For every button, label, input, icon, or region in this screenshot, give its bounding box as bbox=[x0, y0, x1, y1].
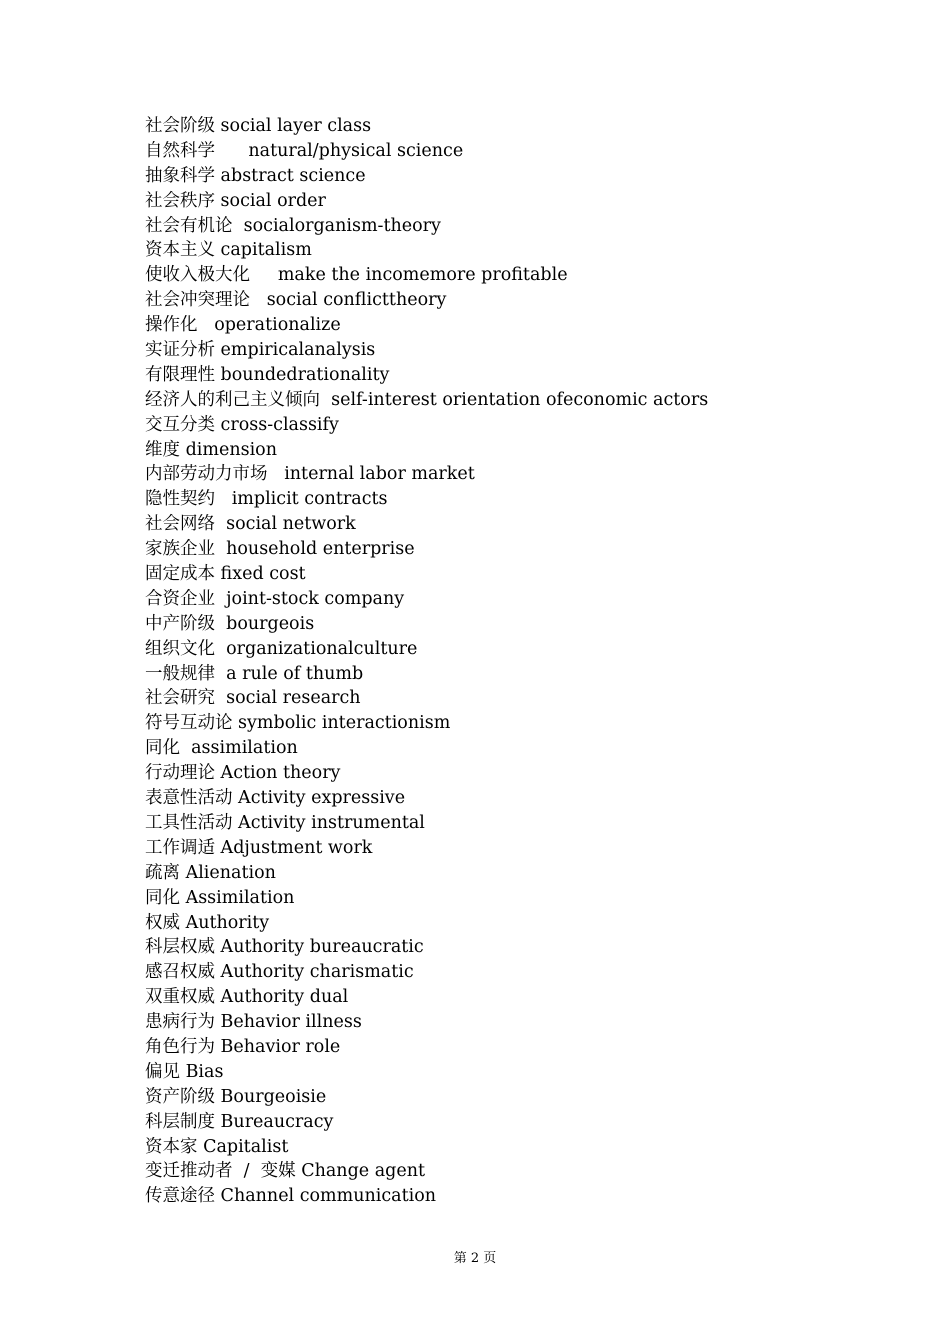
glossary-entry: 隐性契约 implicit contracts bbox=[145, 489, 388, 510]
glossary-entry: 双重权威 Authority dual bbox=[145, 987, 349, 1008]
glossary-entry: 实证分析 empiricalanalysis bbox=[145, 340, 376, 361]
glossary-entry: 有限理性 boundedrationality bbox=[145, 364, 390, 385]
glossary-entry: 同化 Assimilation bbox=[145, 887, 295, 908]
glossary-entry: 自然科学 natural/physical science bbox=[145, 140, 464, 161]
glossary-entry: 合资企业 joint-stock company bbox=[145, 588, 405, 609]
glossary-entry: 工具性活动 Activity instrumental bbox=[145, 812, 425, 833]
glossary-entry: 经济人的利己主义倾向 self-interest orientation ofeconomic actors bbox=[145, 389, 709, 410]
glossary-entry: 维度 dimension bbox=[145, 439, 277, 460]
glossary-entry: 资本家 Capitalist bbox=[145, 1136, 289, 1157]
page-number: 第 2 页 bbox=[453, 1251, 497, 1266]
glossary-entry: 社会有机论 socialorganism-theory bbox=[145, 215, 441, 236]
glossary-entry: 一般规律 a rule of thumb bbox=[145, 663, 364, 684]
glossary-entry: 组织文化 organizationalculture bbox=[145, 638, 418, 659]
glossary-entry: 角色行为 Behavior role bbox=[145, 1036, 341, 1057]
glossary-entry: 变迁推动者 / 变媒 Change agent bbox=[145, 1161, 425, 1182]
glossary-entry: 固定成本 fixed cost bbox=[145, 564, 306, 585]
glossary-entry: 中产阶级 bourgeois bbox=[145, 613, 315, 634]
glossary-entry: 表意性活动 Activity expressive bbox=[145, 788, 406, 809]
glossary-entry: 社会秩序 social order bbox=[145, 190, 326, 211]
glossary-entry: 权威 Authority bbox=[145, 912, 270, 933]
glossary-entry: 传意途径 Channel communication bbox=[145, 1186, 437, 1207]
glossary-entry: 使收入极大化 make the incomemore profitable bbox=[145, 265, 568, 286]
glossary-entry: 疏离 Alienation bbox=[145, 862, 276, 883]
glossary-entry: 患病行为 Behavior illness bbox=[145, 1012, 362, 1033]
glossary-entry: 家族企业 household enterprise bbox=[145, 539, 415, 560]
glossary-entry: 符号互动论 symbolic interactionism bbox=[145, 713, 451, 734]
glossary-entry: 社会阶级 social layer class bbox=[145, 116, 372, 136]
glossary-entry: 资产阶级 Bourgeoisie bbox=[145, 1086, 327, 1107]
glossary-entry: 行动理论 Action theory bbox=[145, 763, 341, 784]
glossary-entry: 同化 assimilation bbox=[145, 738, 298, 759]
glossary-entry: 操作化 operationalize bbox=[145, 315, 341, 336]
glossary-entry: 社会网络 social network bbox=[145, 514, 356, 535]
glossary-entry: 偏见 Bias bbox=[145, 1061, 224, 1082]
glossary-entry: 感召权威 Authority charismatic bbox=[145, 962, 414, 983]
glossary-entry: 社会研究 social research bbox=[145, 688, 361, 709]
glossary-entry: 内部劳动力市场 internal labor market bbox=[145, 464, 475, 485]
glossary-entry: 社会冲突理论 social conflicttheory bbox=[145, 290, 447, 311]
glossary-entry: 交互分类 cross-classify bbox=[145, 414, 339, 435]
glossary-entry: 资本主义 capitalism bbox=[145, 240, 312, 261]
glossary-entry: 抽象科学 abstract science bbox=[145, 165, 366, 186]
glossary-entry: 科层制度 Bureaucracy bbox=[145, 1111, 334, 1132]
glossary-list bbox=[145, 114, 708, 1209]
glossary-entry: 工作调适 Adjustment work bbox=[145, 837, 373, 858]
glossary-entry: 科层权威 Authority bureaucratic bbox=[145, 937, 424, 958]
